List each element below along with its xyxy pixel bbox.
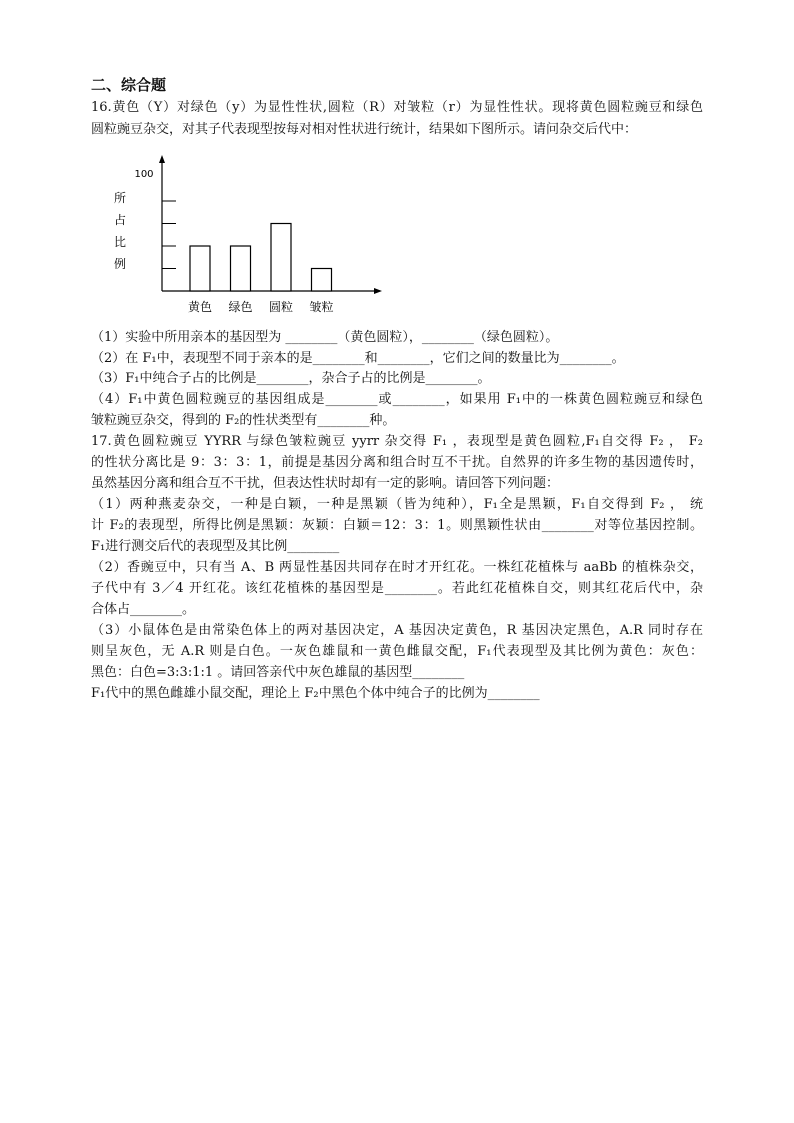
- q16-sub-4-line-2: 皱粒豌豆杂交，得到的 F₂的性状类型有________种。: [91, 413, 396, 428]
- q17-part-1-line-2: 计 F₂的表现型，所得比例是黑颖：灰颖：白颖＝12：3：1。则黑颖性状由________对等位基因控制。: [91, 518, 703, 533]
- q17-stem-line-1: 17.黄色圆粒豌豆 YYRR 与绿色皱粒豌豆 yyrr 杂交得 F₁ ，表现型是黄色圆粒,F₁自交得 F₂ ， F₂: [91, 434, 704, 449]
- y-axis-label: [114, 191, 126, 271]
- q17-part-2-line-3: 合体占________。: [91, 602, 196, 617]
- q17-part-2-line-2: 子代中有 3／4 开红花。该红花植株的基因型是________。若此红花植株自交，则其红花后代中，杂: [91, 581, 703, 596]
- chart-x-labels: [188, 299, 334, 314]
- bar-1: [190, 246, 210, 291]
- q17-part-3-line-1: （3）小鼠体色是由常染色体上的两对基因决定，A 基因决定黄色，R 基因决定黑色，A.R 同时存在: [91, 623, 703, 638]
- y-axis-label-char: 所: [113, 191, 127, 205]
- q16-sub-4-line-1: （4）F₁中黄色圆粒豌豆的基因组成是________或________，如果用 F₁中的一株黄色圆粒豌豆和绿色: [91, 392, 703, 407]
- section-title: 二、综合题: [91, 76, 167, 94]
- x-label-3: 圆粒: [268, 300, 294, 314]
- q17-part-3-line-4: F₁代中的黑色雌雄小鼠交配，理论上 F₂中黑色个体中纯合子的比例为________: [91, 686, 540, 701]
- bar-4: [312, 269, 332, 292]
- x-label-4: 皱粒: [309, 300, 334, 314]
- y-axis-label-char: 比: [113, 235, 127, 249]
- phenotype-bar-chart: [100, 150, 400, 320]
- q17-stem-line-2: 的性状分离比是 9：3：3：1，前提是基因分离和组合时互不干扰。自然界的许多生物的基因遗传时，: [91, 455, 703, 470]
- y-tick-label-100: 100: [134, 169, 154, 180]
- q17-part-1-line-3: F₁进行测交后代的表现型及其比例________: [91, 539, 340, 554]
- x-axis-arrow: [374, 288, 382, 294]
- q16-stem-line-1: 16.黄色（Y）对绿色（y）为显性性状,圆粒（R）对皱粒（r）为显性性状。现将黄色圆粒豌豆和绿色: [91, 100, 703, 115]
- x-label-1: 黄色: [187, 300, 213, 314]
- chart-bars: [190, 224, 332, 292]
- q17-stem-line-3: 虽然基因分离和组合互不干扰，但表达性状时却有一定的影响。请回答下列问题：: [91, 476, 560, 491]
- y-axis-label-char: 例: [113, 257, 127, 271]
- bar-2: [231, 246, 251, 291]
- q17-part-3-line-2: 则呈灰色，无 A.R 则是白色。一灰色雄鼠和一黄色雌鼠交配，F₁代表现型及其比例为黄色：灰色：: [91, 644, 703, 659]
- q16-sub-2: （2）在 F₁中，表现型不同于亲本的是________和________，它们之间的数量比为________。: [91, 351, 625, 366]
- q16-stem-line-2: 圆粒豌豆杂交，对其子代表现型按每对相对性状进行统计，结果如下图所示。请问杂交后代中：: [91, 122, 638, 137]
- q17-part-3-line-3: 黑色：白色=3:3:1:1 。请回答亲代中灰色雄鼠的基因型________: [91, 665, 465, 680]
- q16-sub-1: （1）实验中所用亲本的基因型为 ________（黄色圆粒），________（绿色圆粒）。: [91, 330, 559, 345]
- q16-sub-3: （3）F₁中纯合子占的比例是________，杂合子占的比例是________。: [91, 371, 491, 386]
- y-axis-arrow: [159, 155, 165, 163]
- q17-part-1-line-1: （1）两种燕麦杂交，一种是白颖，一种是黑颖（皆为纯种），F₁全是黑颖，F₁自交得到 F₂ ， 统: [91, 497, 703, 512]
- q17-part-2-line-1: （2）香豌豆中，只有当 A、B 两显性基因共同存在时才开红花。一株红花植株与 aaBb 的植株杂交，: [91, 560, 703, 575]
- y-axis-label-char: 占: [113, 213, 127, 227]
- bar-3: [271, 224, 291, 292]
- x-label-2: 绿色: [228, 300, 253, 314]
